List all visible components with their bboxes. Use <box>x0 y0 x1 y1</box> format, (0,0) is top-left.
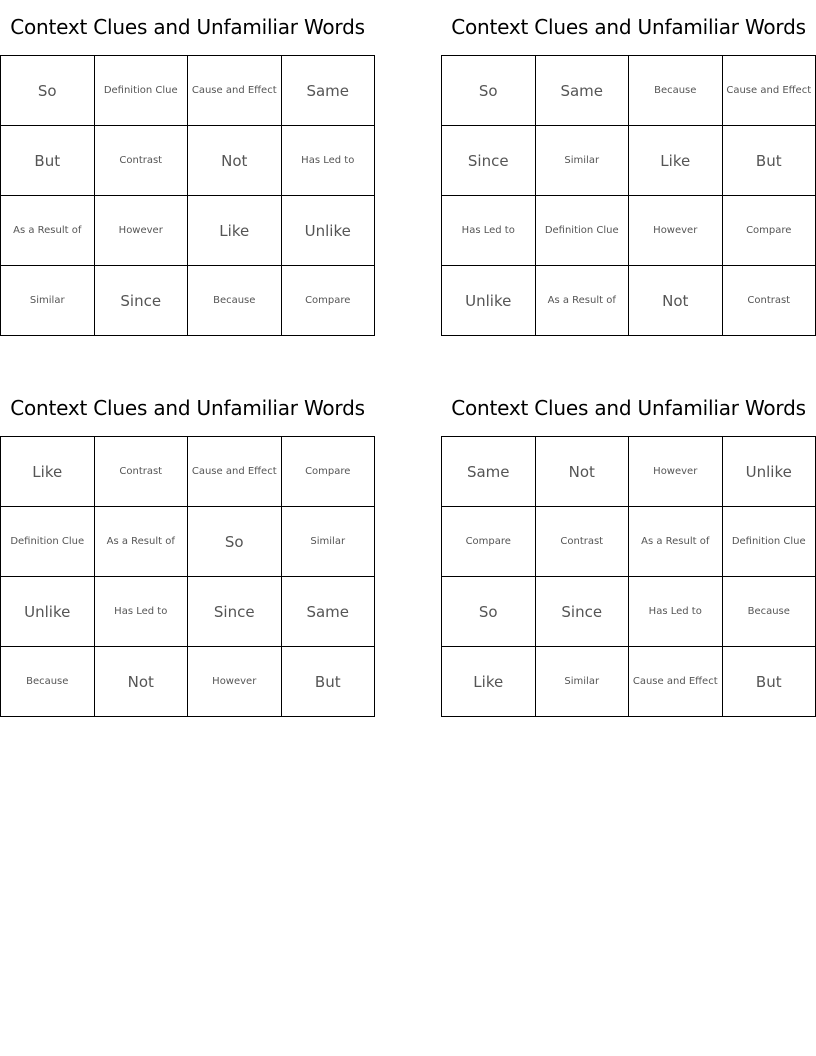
bingo-grid <box>441 436 816 717</box>
bingo-cell: However <box>629 437 723 507</box>
bingo-cell: Same <box>536 56 630 126</box>
bingo-cell: Because <box>1 647 95 717</box>
bingo-cell: Same <box>282 577 376 647</box>
bingo-cell: Compare <box>282 266 376 336</box>
bingo-cell: Similar <box>536 647 630 717</box>
bingo-cell: Compare <box>723 196 816 266</box>
bingo-cell: But <box>1 126 95 196</box>
bingo-cell: So <box>442 577 536 647</box>
bingo-cell: Not <box>629 266 723 336</box>
bingo-cell: Similar <box>536 126 630 196</box>
bingo-cell: Not <box>188 126 282 196</box>
bingo-cell: Definition Clue <box>95 56 189 126</box>
bingo-grid <box>441 55 816 336</box>
bingo-cell: As a Result of <box>629 507 723 577</box>
card-title: Context Clues and Unfamiliar Words <box>10 15 365 39</box>
bingo-cell: Definition Clue <box>723 507 816 577</box>
bingo-cell: Definition Clue <box>536 196 630 266</box>
bingo-cell: Similar <box>282 507 376 577</box>
bingo-cell: Has Led to <box>629 577 723 647</box>
bingo-grid <box>0 436 375 717</box>
bingo-cell: Cause and Effect <box>188 56 282 126</box>
bingo-cell: Like <box>629 126 723 196</box>
bingo-cell: Not <box>95 647 189 717</box>
bingo-cell: Contrast <box>95 437 189 507</box>
bingo-cell: Cause and Effect <box>629 647 723 717</box>
bingo-cell: Not <box>536 437 630 507</box>
bingo-cell: Has Led to <box>282 126 376 196</box>
bingo-cell: Since <box>442 126 536 196</box>
bingo-cell: Definition Clue <box>1 507 95 577</box>
bingo-cell: Similar <box>1 266 95 336</box>
card-title: Context Clues and Unfamiliar Words <box>10 396 365 420</box>
bingo-cell: Like <box>188 196 282 266</box>
bingo-cell: Compare <box>282 437 376 507</box>
bingo-cell: However <box>95 196 189 266</box>
bingo-cell: Because <box>188 266 282 336</box>
bingo-card-2 <box>441 0 816 336</box>
bingo-cell: Because <box>723 577 816 647</box>
bingo-cell: Since <box>188 577 282 647</box>
bingo-grid <box>0 55 375 336</box>
bingo-card-3 <box>0 381 375 717</box>
bingo-cell: Because <box>629 56 723 126</box>
bingo-cell: So <box>188 507 282 577</box>
bingo-cell: Contrast <box>536 507 630 577</box>
bingo-cell: Unlike <box>1 577 95 647</box>
bingo-cell: But <box>282 647 376 717</box>
bingo-cell: As a Result of <box>1 196 95 266</box>
bingo-cell: Cause and Effect <box>723 56 816 126</box>
bingo-card-4 <box>441 381 816 717</box>
bingo-cell: Has Led to <box>95 577 189 647</box>
bingo-cell: So <box>1 56 95 126</box>
bingo-cell: Compare <box>442 507 536 577</box>
bingo-cell: Like <box>1 437 95 507</box>
bingo-cell: Unlike <box>282 196 376 266</box>
bingo-cell: However <box>188 647 282 717</box>
bingo-cell: As a Result of <box>536 266 630 336</box>
bingo-cell: Has Led to <box>442 196 536 266</box>
bingo-card-1 <box>0 0 375 336</box>
bingo-cell: As a Result of <box>95 507 189 577</box>
card-title: Context Clues and Unfamiliar Words <box>451 15 806 39</box>
bingo-cell: Contrast <box>723 266 816 336</box>
bingo-cell: Since <box>536 577 630 647</box>
bingo-cell: Since <box>95 266 189 336</box>
bingo-cell: Cause and Effect <box>188 437 282 507</box>
bingo-cell: But <box>723 126 816 196</box>
bingo-cell: Like <box>442 647 536 717</box>
bingo-cell: However <box>629 196 723 266</box>
bingo-cell: Same <box>442 437 536 507</box>
bingo-cell: Unlike <box>442 266 536 336</box>
bingo-cell: Contrast <box>95 126 189 196</box>
card-title: Context Clues and Unfamiliar Words <box>451 396 806 420</box>
bingo-cell: Unlike <box>723 437 816 507</box>
bingo-cell: So <box>442 56 536 126</box>
bingo-cell: But <box>723 647 816 717</box>
bingo-cell: Same <box>282 56 376 126</box>
